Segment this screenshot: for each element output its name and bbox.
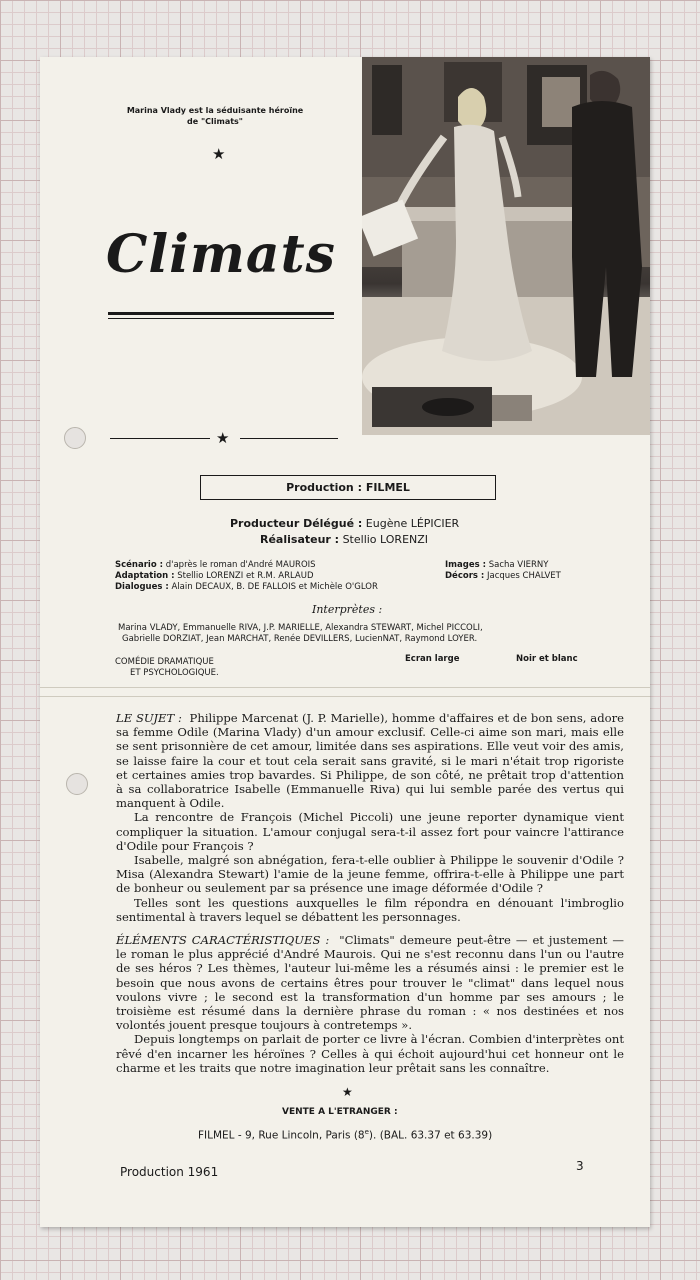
adaptation-value: Stellio LORENZI et R.M. ARLAUD (177, 571, 314, 581)
film-title: Climats (106, 224, 336, 285)
vente-address (198, 1125, 492, 1143)
address-superscript: e (364, 1128, 369, 1136)
scenario-label: Scénario : (115, 560, 164, 570)
caption-line: de "Climats" (187, 117, 243, 126)
images-line (445, 560, 548, 571)
genre-line: COMÉDIE DRAMATIQUE (115, 657, 214, 667)
genre-line: ET PSYCHOLOGIQUE. (130, 668, 219, 678)
format-label: Ecran large (405, 654, 460, 664)
sujet-paragraph: La rencontre de François (Michel Piccoli) une jeune reporter dynamique vient compliquer la situation. L'amour conjugal sera-t-il assez fort pour vaincre l'attirance d'Odile pour François ? (116, 810, 624, 853)
images-value: Sacha VIERNY (488, 560, 549, 570)
scenario-value: d'après le roman d'André MAUROIS (165, 560, 316, 570)
images-label: Images : (445, 560, 487, 570)
sujet-section (116, 711, 624, 924)
adaptation-line (115, 571, 314, 582)
decors-label: Décors : (445, 571, 485, 581)
star-icon: ★ (216, 429, 230, 447)
color-label: Noir et blanc (516, 654, 578, 664)
elements-paragraph: Depuis longtemps on parlait de porter ce livre à l'écran. Combien d'interprètes ont rêvé d'en incarner les héroïnes ? Celles à qui échoit aujourd'hui cet honneur ont le charme et les traits que notre imagination leur prêtait sans les connaître. (116, 1032, 624, 1075)
scenario-line (115, 560, 316, 571)
production-box: Production : FILMEL (200, 475, 496, 500)
address-part: ). (BAL. 63.37 et 63.39) (368, 1129, 493, 1142)
photo-caption (120, 105, 310, 127)
realisateur-line (260, 533, 428, 547)
sujet-paragraph: Telles sont les questions auxquelles le film répondra en dénouant l'imbroglio sentimental à travers lequel se débattent les personnages. (116, 895, 624, 924)
star-icon: ★ (212, 145, 226, 163)
dialogues-line (115, 582, 378, 593)
punch-hole (66, 773, 88, 795)
decors-value: Jacques CHALVET (487, 571, 561, 581)
vente-heading: VENTE A L'ETRANGER : (282, 1107, 398, 1117)
dialogues-label: Dialogues : (115, 582, 169, 592)
page-number: 3 (576, 1159, 584, 1173)
title-rule (108, 318, 334, 319)
punch-hole (64, 427, 86, 449)
film-still-photo (362, 57, 650, 435)
interpretes-heading: Interprètes : (312, 603, 383, 616)
producteur-label: Producteur Délégué : (230, 517, 363, 530)
title-rule (108, 312, 334, 315)
elements-heading: ÉLÉMENTS CARACTÉRISTIQUES : (116, 933, 330, 947)
realisateur-label: Réalisateur : (260, 533, 340, 546)
adaptation-label: Adaptation : (115, 571, 175, 581)
caption-line: Marina Vlady est la séduisante héroïne (126, 106, 304, 115)
elements-paragraph: "Climats" demeure peut-être — et justement — le roman le plus apprécié d'André Maurois. Qui ne s'est reconnu dans l'un ou l'autre de ses héros ? Les thèmes, l'auteur lui-même les a résumés ainsi : le premier est le besoin que nous avons de certains êtres pour trouver le "climat" dans lequel nous voulons vivre ; le second est la transformation d'un homme par ses amours ; le troisième est résumé dans la dernière phrase du roman : « nos destinées et nos volontés jouent presque toujours à contretemps ». (116, 933, 625, 1033)
producteur-value: Eugène LÉPICIER (365, 517, 460, 530)
fold-line (40, 687, 650, 697)
elements-section (116, 933, 624, 1075)
decors-line (445, 571, 561, 582)
sujet-heading: LE SUJET : (116, 711, 182, 725)
divider (110, 438, 210, 439)
address-part: FILMEL - 9, Rue Lincoln, Paris (8 (198, 1129, 365, 1142)
interpretes-line: Marina VLADY, Emmanuelle RIVA, J.P. MARIELLE, Alexandra STEWART, Michel PICCOLI, (118, 623, 483, 633)
sujet-paragraph: Isabelle, malgré son abnégation, fera-t-elle oublier à Philippe le souvenir d'Odile ? Misa (Alexandra Stewart) l'amie de la jeune femme, offrira-t-elle à Philippe une part de bonheur ou seulement par sa présence une image déformée d'Odile ? (116, 853, 624, 896)
star-icon: ★ (342, 1085, 353, 1099)
leaflet-page (40, 57, 650, 1227)
divider (240, 438, 338, 439)
realisateur-value: Stellio LORENZI (342, 533, 429, 546)
dialogues-value: Alain DECAUX, B. DE FALLOIS et Michèle O'GLOR (171, 582, 378, 592)
producteur-line (230, 517, 459, 531)
sujet-paragraph: Philippe Marcenat (J. P. Marielle), homme d'affaires et de bon sens, adore sa femme Odile (Marina Vlady) d'un amour exclusif. Celle-ci aime son mari, mais elle se sent prisonnière de cet amour, limitée dans ses aspirations. Elle veut voir des amis, se laisse faire la cour et tout cela serait sans gravité, si le mari n'était trop rigoriste et certaines amies trop bavardes. Si Philippe, de son côté, ne prêtait trop d'attention à sa collaboratrice Isabelle (Emmanuelle Riva) qui lui semble parée des vertus qui manquent à Odile. (116, 711, 625, 811)
interpretes-line: Gabrielle DORZIAT, Jean MARCHAT, Renée DEVILLERS, LucienNAT, Raymond LOYER. (122, 634, 478, 644)
production-year: Production 1961 (120, 1165, 219, 1179)
